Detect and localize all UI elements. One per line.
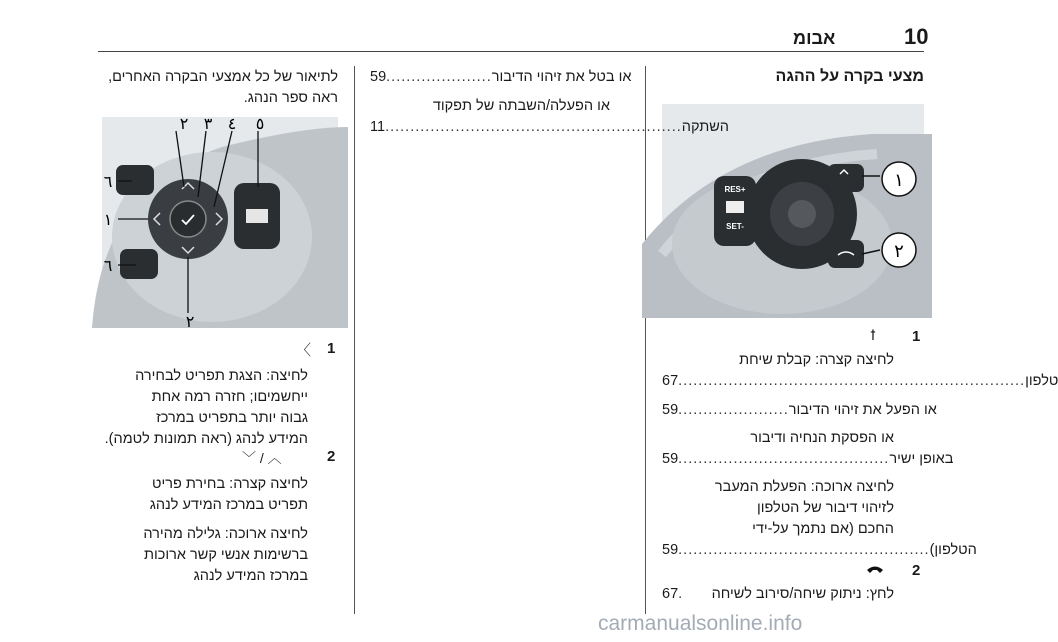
item-number: 1 bbox=[327, 340, 336, 357]
item-text: לחיצה: הצגת תפריט לבחירה bbox=[135, 368, 308, 384]
item-text: לחיצה קצרה: בחירת פריט bbox=[151, 476, 308, 492]
page-ref: 59 bbox=[662, 542, 679, 558]
entry-label: השתקה bbox=[681, 119, 729, 135]
column-divider-right bbox=[645, 66, 646, 614]
item-text: החכם (אם נתמך על-ידי bbox=[752, 521, 894, 537]
entry-label: או הפעל את זיהוי הדיבור bbox=[788, 402, 937, 418]
section-title: אבומ bbox=[793, 28, 836, 48]
callout-6: ٦ bbox=[103, 174, 113, 191]
item-text: לזיהוי דיבור של הטלפון bbox=[756, 500, 894, 516]
item-number: 2 bbox=[912, 562, 921, 579]
entry-label: טלפון bbox=[1025, 373, 1058, 389]
callout-3: ٣ bbox=[203, 116, 213, 133]
item-text: גבוה יותר בתפריט במרכז bbox=[156, 410, 308, 426]
item-text: לחיצה קצרה: קבלת שיחת bbox=[739, 352, 894, 368]
item-text: במרכז המידע לנהג bbox=[193, 568, 308, 584]
voice-icon: ꝉ bbox=[870, 327, 876, 343]
callout-5: ٥ bbox=[255, 116, 265, 133]
right-column-title: מצעי בקרה על ההגה bbox=[775, 68, 924, 85]
item-text: לחיצה ארוכה: גלילה מהירה bbox=[143, 526, 308, 542]
toc-entry: 59 ..................... או בטל את זיהוי הדיבור bbox=[370, 67, 610, 88]
page-number: 10 bbox=[904, 24, 929, 49]
callout-2: ٢ bbox=[185, 314, 195, 331]
item-number: 2 bbox=[327, 448, 336, 465]
entry-label: או בטל את זיהוי הדיבור bbox=[491, 69, 632, 85]
res-label: RES+ bbox=[724, 185, 746, 194]
toc-entry: 59 ...................... או הפעל את זיהוי הדיבור bbox=[662, 400, 894, 421]
page-ref: 67 bbox=[662, 586, 679, 602]
item-text: תפריט במרכז המידע לנהג bbox=[149, 497, 308, 513]
callout-2: ٢ bbox=[894, 241, 904, 261]
item-text: לחיצה ארוכה: הפעלת המעבר bbox=[714, 479, 894, 495]
entry-label: הטלפון) bbox=[929, 542, 977, 558]
callout-1: ١ bbox=[894, 170, 904, 190]
toc-entry: 67 . לחץ: ניתוק שיחה/סירוב לשיחה bbox=[662, 584, 894, 605]
callout-2: ٢ bbox=[179, 116, 189, 133]
intro-text: לתיאור של כל אמצעי הבקרה האחרים, bbox=[108, 69, 338, 85]
callout-1: ١ bbox=[103, 212, 113, 229]
header-rule bbox=[98, 51, 924, 52]
page-ref: 67 bbox=[662, 373, 679, 389]
chevron-up-down-icon: ﹀ / ︿ bbox=[242, 450, 282, 466]
page-ref: 11 bbox=[370, 119, 386, 135]
steering-wheel-controls-image-left bbox=[102, 116, 338, 331]
callout-6: ٦ bbox=[103, 258, 113, 275]
toc-entry: 59 .................................................. הטלפון) bbox=[662, 540, 894, 561]
item-text: או הפסקת הנחיה ודיבור bbox=[750, 430, 894, 446]
item-text: ברשימות אנשי קשר ארוכות bbox=[143, 547, 308, 563]
item-text: או הפעלה/השבתה של תפקוד bbox=[432, 98, 610, 114]
page-ref: 59 bbox=[662, 451, 679, 467]
end-call-icon bbox=[866, 562, 884, 580]
toc-entry: 67 ..................................................................... טלפון bbox=[662, 371, 894, 392]
page-ref: 59 bbox=[370, 69, 387, 85]
toc-entry: 11 ........................................................... השתקה bbox=[370, 117, 610, 138]
toc-entry: 59 .......................................... באופן ישיר bbox=[662, 449, 894, 470]
item-text: המידע לנהג (ראה תמונות לטמה). bbox=[104, 431, 308, 447]
entry-label: באופן ישיר bbox=[889, 451, 954, 467]
watermark: carmanualsonline.info bbox=[598, 612, 803, 635]
intro-text: ראה ספר הנהג. bbox=[243, 90, 338, 106]
chevron-left-icon: 〈 bbox=[296, 342, 312, 359]
page-ref: 59 bbox=[662, 402, 679, 418]
callout-4: ٤ bbox=[227, 116, 237, 133]
entry-label: לחץ: ניתוק שיחה/סירוב לשיחה bbox=[711, 586, 894, 602]
set-label: SET- bbox=[726, 222, 744, 231]
item-number: 1 bbox=[912, 328, 921, 345]
item-text: ייחשמיםו; חזרה רמה אחת bbox=[151, 389, 308, 405]
column-divider-left bbox=[354, 66, 355, 614]
